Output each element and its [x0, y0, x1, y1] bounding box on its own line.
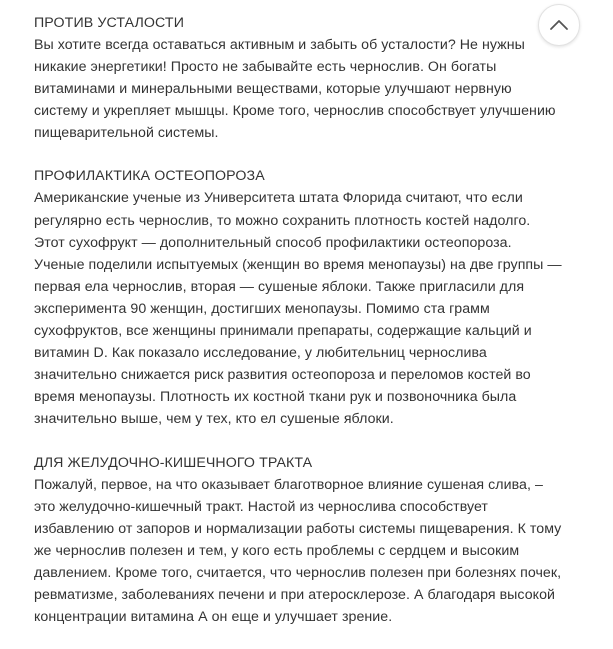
- section-fatigue: [34, 12, 594, 144]
- text-line: сухофруктов, все женщины принимали препараты, содержащие кальций и: [34, 323, 532, 340]
- text-line: время менопаузы. Плотность их костной ткани рук и позвоночника была: [34, 389, 517, 406]
- text-line: значительно снижается риск развития остеопороза и переломов костей во: [34, 367, 531, 384]
- text-line: эксперимента 90 женщин, достигших менопаузы. Помимо ста грамм: [34, 300, 490, 317]
- text-line: избавлению от запоров и нормализации работы системы пищеварения. К тому: [34, 520, 562, 537]
- text-line: никакие энергетики! Просто не забывайте есть чернослив. Он богаты: [34, 59, 497, 76]
- section-digestive: [34, 452, 594, 629]
- section-osteoporosis: [34, 165, 594, 430]
- text-line: Вы хотите всегда оставаться активным и забыть об усталости? Не нужны: [34, 37, 525, 53]
- text-line: же чернослив полезен и тем, у кого есть проблемы с сердцем и высоким: [34, 542, 520, 559]
- text-line: концентрации витамина А он еще и улучшает зрение.: [34, 609, 393, 626]
- text-line: витаминами и минеральными веществами, которые улучшают нервную: [34, 81, 512, 98]
- text-line: пищеварительной системы.: [34, 125, 219, 142]
- text-line: Этот сухофрукт — дополнительный способ профилактики остеопороза.: [34, 234, 512, 251]
- article: [34, 12, 594, 649]
- section-title: ПРОФИЛАКТИКА ОСТЕОПОРОЗА: [34, 168, 265, 185]
- scroll-to-top-button[interactable]: [538, 4, 580, 46]
- section-body: [34, 187, 594, 430]
- text-line: первая ела чернослив, вторая — сушеные яблоки. Также пригласили для: [34, 278, 525, 295]
- text-line: Пожалуй, первое, на что оказывает благотворное влияние сушеная слива, –: [34, 476, 543, 493]
- text-line: давлением. Кроме того, считается, что чернослив полезен при болезнях почек,: [34, 564, 562, 581]
- text-line: ревматизме, заболеваниях печени и при атеросклерозе. А благодаря высокой: [34, 586, 555, 603]
- text-line: это желудочно-кишечный тракт. Настой из чернослива способствует: [34, 498, 488, 515]
- text-line: систему и укрепляет мышцы. Кроме того, чернослив способствует улучшению: [34, 103, 556, 120]
- text-line: Ученые поделили испытуемых (женщин во время менопаузы) на две группы —: [34, 256, 562, 273]
- text-line: регулярно есть чернослив, то можно сохранить плотность костей надолго.: [34, 212, 531, 229]
- section-title: ПРОТИВ УСТАЛОСТИ: [34, 15, 184, 31]
- text-line: значительно выше, чем у тех, кто ел сушеные яблоки.: [34, 411, 394, 428]
- section-body: [34, 474, 594, 629]
- section-body: [34, 34, 594, 144]
- text-line: Американские ученые из Университета штата Флорида считают, что если: [34, 190, 523, 207]
- text-line: витамин D. Как показало исследование, у любительниц чернослива: [34, 345, 487, 362]
- section-title: ДЛЯ ЖЕЛУДОЧНО-КИШЕЧНОГО ТРАКТА: [34, 454, 313, 471]
- chevron-up-icon: [549, 19, 569, 31]
